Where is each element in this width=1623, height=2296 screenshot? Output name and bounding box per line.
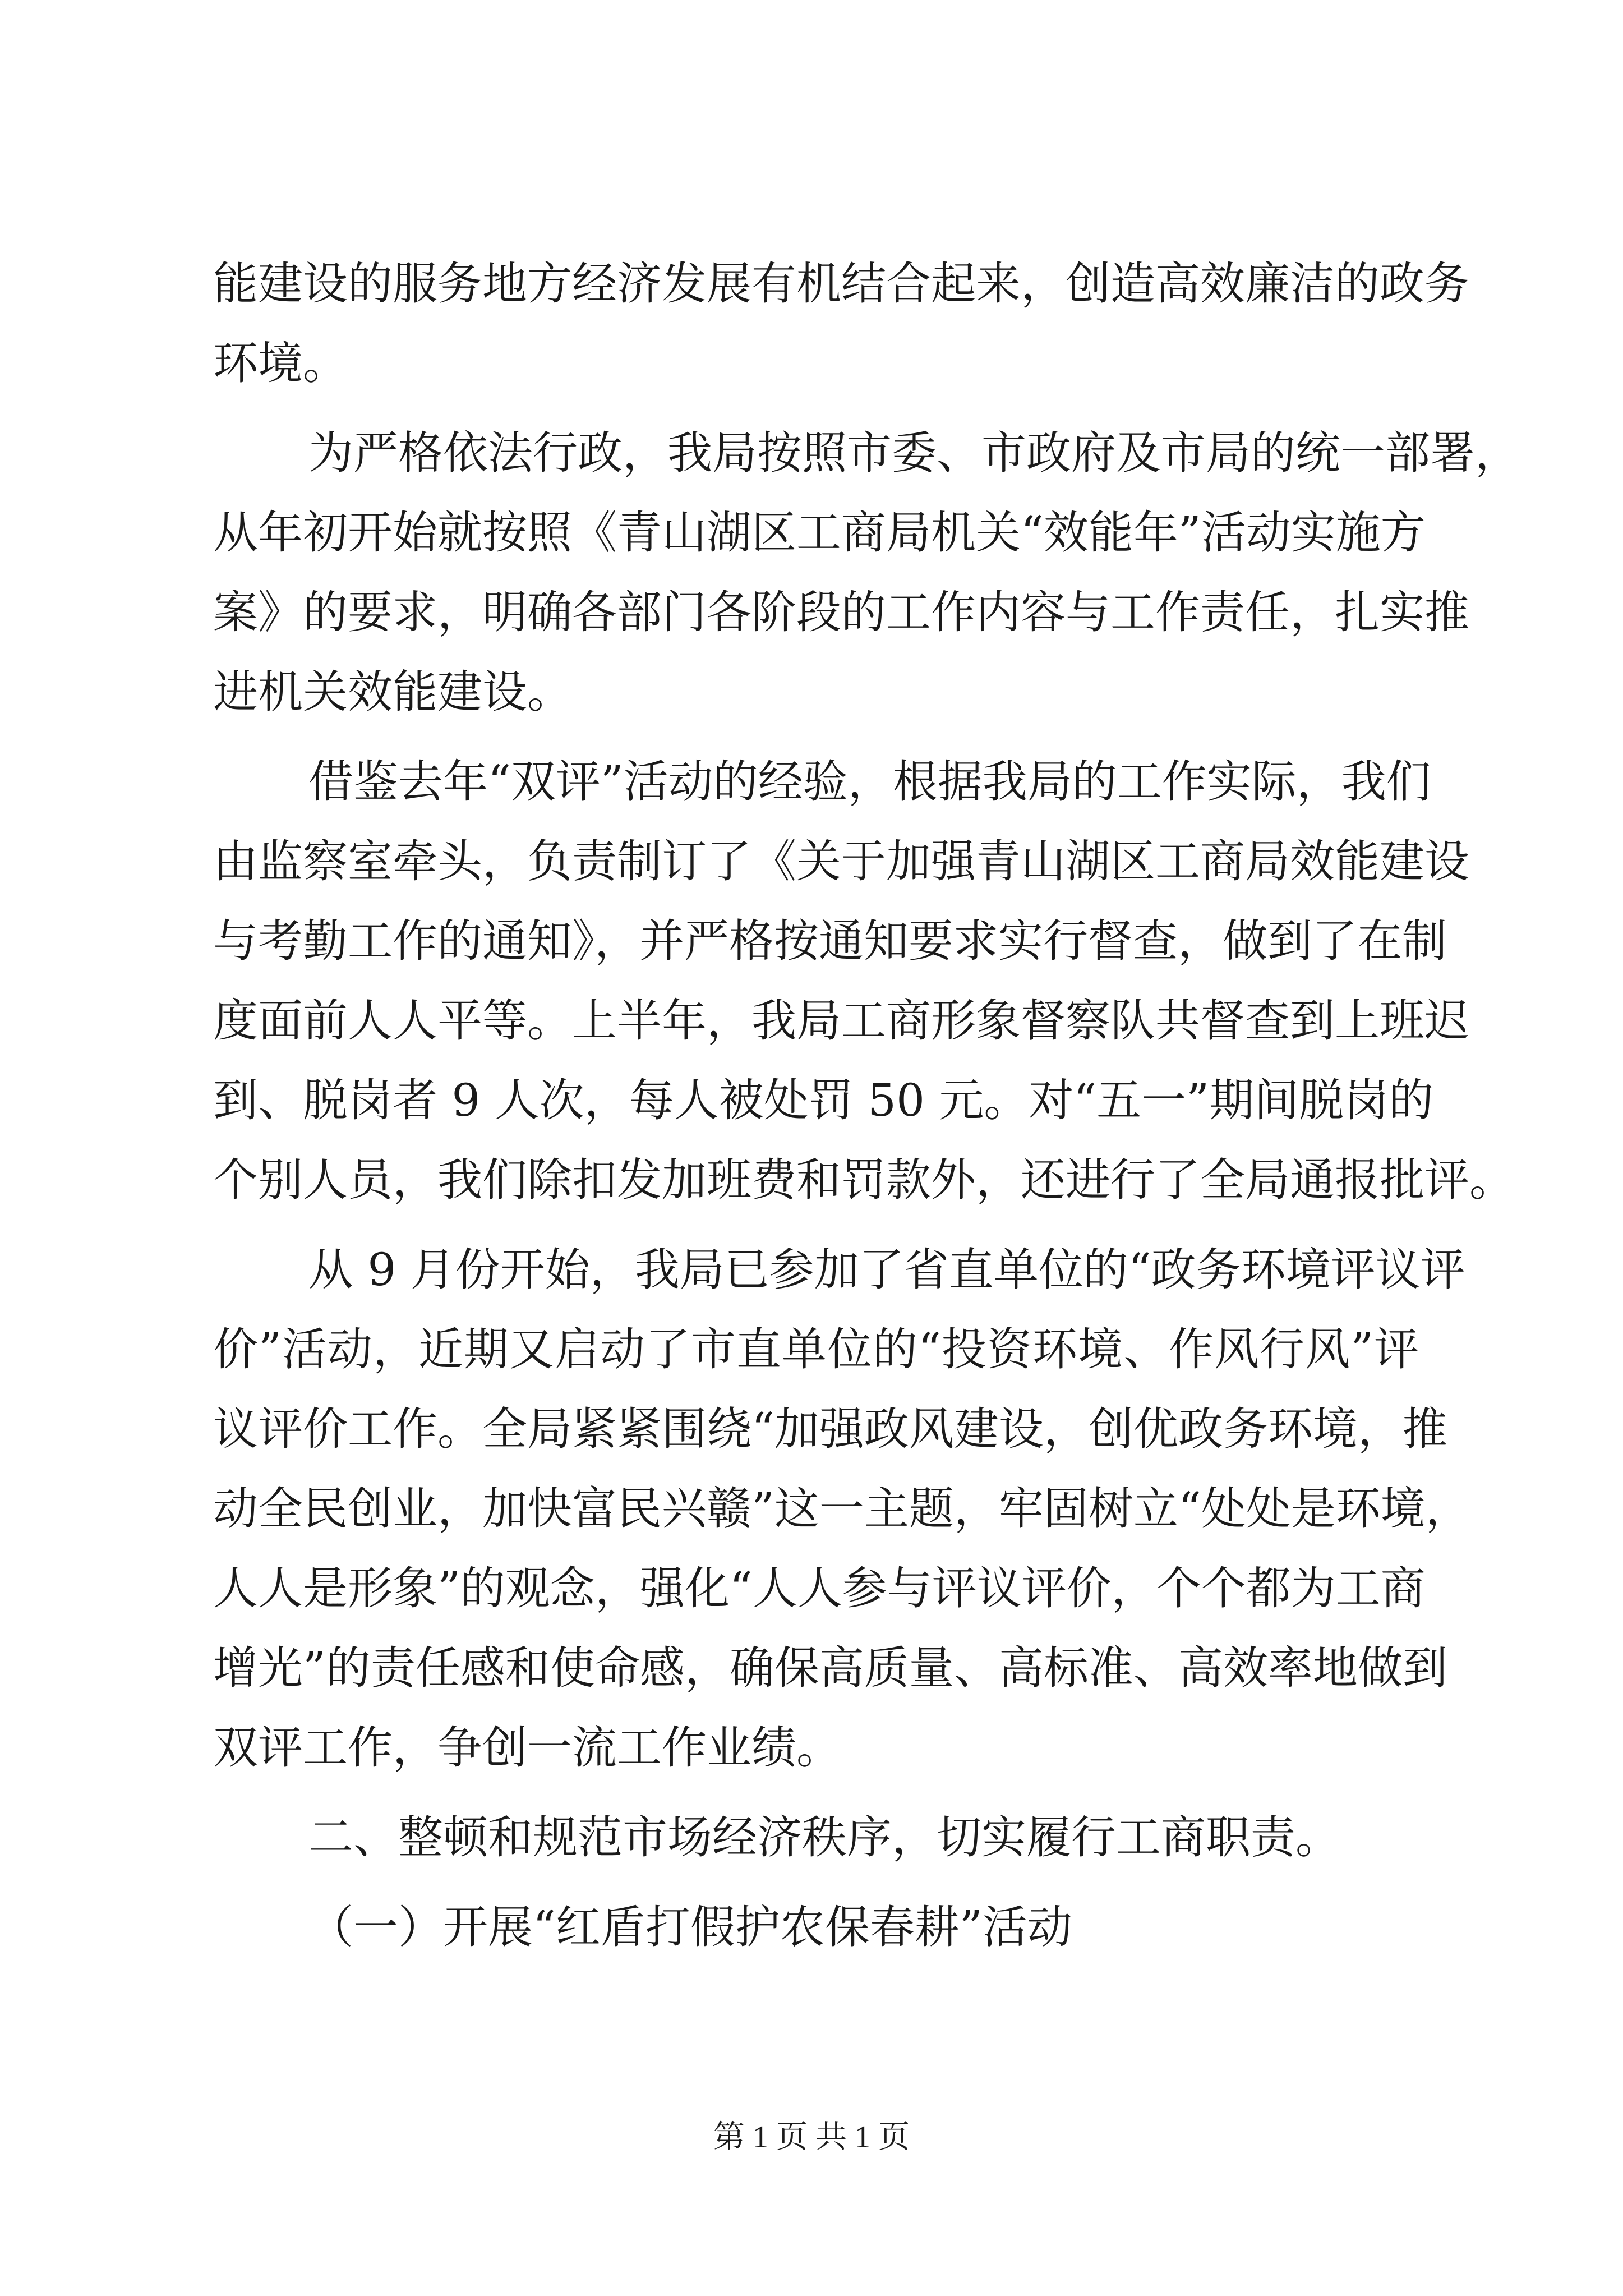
paragraph-line: 个别人员，我们除扣发加班费和罚款外，还进行了全局通报批评。	[213, 1154, 1514, 1206]
paragraph-line: 从年初开始就按照《青山湖区工商局机关“效能年”活动实施方	[213, 507, 1426, 559]
paragraph-line: 议评价工作。全局紧紧围绕“加强政风建设，创优政务环境，推	[213, 1403, 1447, 1455]
paragraph-line: 动全民创业，加快富民兴赣”这一主题，牢固树立“处处是环境，	[213, 1483, 1470, 1535]
document-body	[213, 244, 1520, 1967]
paragraph-line: 由监察室牵头，负责制订了《关于加强青山湖区工商局效能建设	[213, 835, 1469, 887]
subsection-heading: （一）开展“红盾打假护农保春耕”活动	[308, 1901, 1072, 1953]
paragraph-line: 双评工作，争创一流工作业绩。	[213, 1722, 841, 1774]
paragraph-line: 借鉴去年“双评”活动的经验，根据我局的工作实际，我们	[308, 756, 1431, 808]
paragraph-line: 案》的要求，明确各部门各阶段的工作内容与工作责任，扎实推	[213, 586, 1469, 638]
paragraph-line: 进机关效能建设。	[213, 666, 572, 718]
paragraph-line: 为严格依法行政，我局按照市委、市政府及市局的统一部署，	[308, 427, 1520, 479]
paragraph-line: 从 9 月份开始，我局已参加了省直单位的“政务环境评议评	[308, 1244, 1465, 1296]
page-number-footer: 第 1 页 共 1 页	[713, 2120, 910, 2155]
paragraph-line: 增光”的责任感和使命感，确保高质量、高标准、高效率地做到	[213, 1642, 1447, 1694]
section-heading: 二、整顿和规范市场经济秩序，切实履行工商职责。	[308, 1811, 1340, 1864]
paragraph-line: 与考勤工作的通知》，并严格按通知要求实行督查，做到了在制	[213, 915, 1447, 967]
paragraph-line: 人人是形象”的观念，强化“人人参与评议评价，个个都为工商	[213, 1562, 1426, 1614]
paragraph-line: 能建设的服务地方经济发展有机结合起来，创造高效廉洁的政务	[213, 257, 1469, 310]
paragraph-line: 环境。	[213, 337, 348, 389]
paragraph-line: 度面前人人平等。上半年，我局工商形象督察队共督查到上班迟	[213, 995, 1469, 1047]
paragraph-line: 价”活动，近期又启动了市直单位的“投资环境、作风行风”评	[213, 1323, 1419, 1375]
paragraph-line: 到、脱岗者 9 人次，每人被处罚 50 元。对“五一”期间脱岗的	[213, 1074, 1434, 1126]
